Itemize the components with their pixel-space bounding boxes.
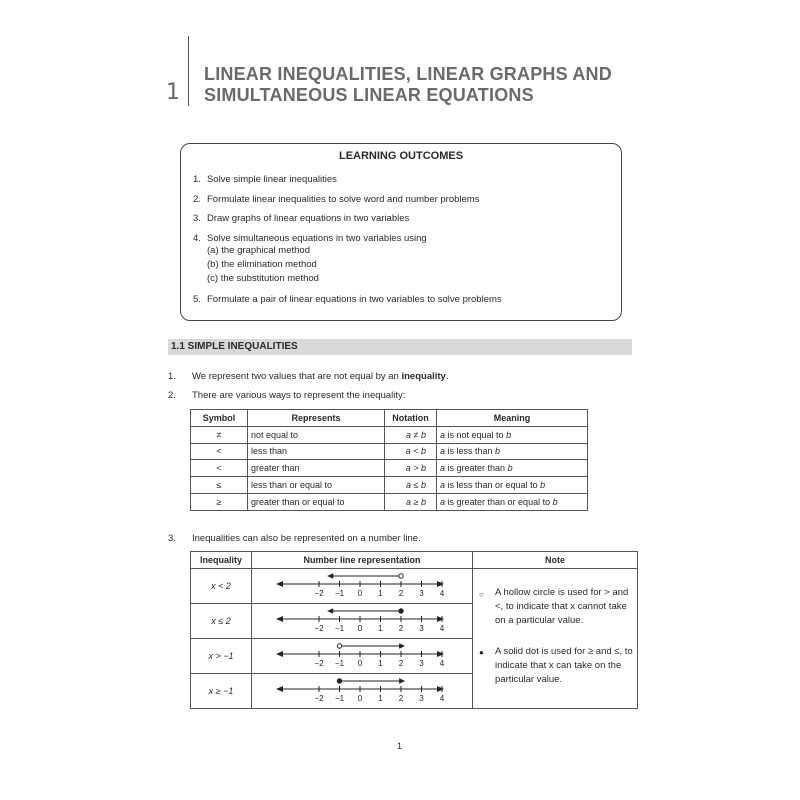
outcome-item: 4. Solve simultaneous equations in two variables using (a) the graphical method (b) the elimination method (c) the substitution method <box>193 233 613 286</box>
table-row: < greater than a > b a is greater than b <box>191 460 588 477</box>
number-line-table <box>190 551 638 709</box>
tick-label: −1 <box>334 659 345 668</box>
tick-label: −1 <box>334 589 345 598</box>
note-solid: A solid dot is used for ≥ and ≤, to indicate that x can take on the particular value. <box>495 646 633 685</box>
axis-arrow-left <box>276 616 283 622</box>
tick-label: 4 <box>439 589 445 598</box>
note-cell <box>473 569 638 709</box>
tick-label: 2 <box>398 694 404 703</box>
chapter-title-line1: LINEAR INEQUALITIES, LINEAR GRAPHS AND <box>204 64 612 84</box>
tick-label: 0 <box>357 694 363 703</box>
outcome-item: 1. Solve simple linear inequalities <box>193 174 337 185</box>
ray-arrowhead <box>327 573 333 579</box>
tick-label: 0 <box>357 624 363 633</box>
chapter-title-line2: SIMULTANEOUS LINEAR EQUATIONS <box>204 85 534 105</box>
ray-arrowhead <box>399 678 405 684</box>
inequality-cell: x > −1 <box>191 639 252 674</box>
tick-label: 3 <box>419 589 424 598</box>
section-heading-bar <box>168 339 632 355</box>
inequality-cell: x ≤ 2 <box>191 604 252 639</box>
header-inequality: Inequality <box>191 552 252 569</box>
tick-label: 1 <box>378 659 383 668</box>
header-note: Note <box>473 552 638 569</box>
table-row: ≥ greater than or equal to a ≥ b a is greater than or equal to b <box>191 493 588 510</box>
tick-label: −2 <box>314 589 324 598</box>
solid-endpoint <box>337 679 341 683</box>
table-row: ≠ not equal to a ≠ b a is not equal to b <box>191 426 588 443</box>
tick-label: 3 <box>419 694 424 703</box>
learning-outcomes-box <box>180 143 622 321</box>
section-title: 1.1 SIMPLE INEQUALITIES <box>171 341 298 352</box>
axis-arrow-left <box>276 651 283 657</box>
note-hollow: A hollow circle is used for > and <, to indicate that x cannot take on a particular value. <box>495 587 629 626</box>
outcome-subitem: (a) the graphical method <box>207 244 310 256</box>
tick-label: 1 <box>378 589 383 598</box>
table-row <box>191 569 638 604</box>
tick-label: 3 <box>419 659 424 668</box>
chapter-number: 1 <box>166 80 180 105</box>
outcome-subitem: (c) the substitution method <box>207 272 319 284</box>
tick-label: 4 <box>439 659 445 668</box>
chapter-title <box>204 64 612 106</box>
header-notation: Notation <box>385 410 437 427</box>
axis-arrow-right <box>437 686 444 692</box>
tick-label: 4 <box>439 624 445 633</box>
outcome-item: 3. Draw graphs of linear equations in two variables <box>193 213 410 225</box>
tick-label: 4 <box>439 694 445 703</box>
axis-arrow-right <box>437 581 444 587</box>
ray-arrowhead <box>327 608 333 614</box>
axis-arrow-right <box>437 616 444 622</box>
hollow-endpoint <box>399 574 403 578</box>
learning-outcomes-list <box>193 174 613 314</box>
axis-arrow-right <box>437 651 444 657</box>
solid-dot-icon: ● <box>479 648 484 657</box>
inequality-cell: x < 2 <box>191 569 252 604</box>
number-line-x-le-2 <box>252 604 466 636</box>
tick-label: −1 <box>334 694 345 703</box>
tick-label: −2 <box>314 694 324 703</box>
ray-arrowhead <box>399 643 405 649</box>
axis-arrow-left <box>276 686 283 692</box>
outcome-item: 2. Formulate linear inequalities to solve word and number problems <box>193 193 480 205</box>
header-represents: Represents <box>248 410 385 427</box>
tick-label: 2 <box>398 659 404 668</box>
learning-outcomes-heading: LEARNING OUTCOMES <box>338 150 464 162</box>
outcome-subitem: (b) the elimination method <box>207 258 317 270</box>
inequality-cell: x ≥ −1 <box>191 674 252 709</box>
number-line-x-lt-2 <box>252 569 466 601</box>
outcome-item: 5. Formulate a pair of linear equations in two variables to solve problems <box>193 294 502 306</box>
tick-label: 1 <box>378 624 383 633</box>
tick-label: 3 <box>419 624 424 633</box>
tick-label: −2 <box>314 624 324 633</box>
inequality-symbols-table <box>190 409 588 511</box>
tick-label: 0 <box>357 659 363 668</box>
tick-label: 2 <box>398 624 404 633</box>
number-line-x-gt-neg1 <box>252 639 466 671</box>
tick-label: 1 <box>378 694 383 703</box>
solid-endpoint <box>399 609 403 613</box>
header-number-line: Number line representation <box>252 552 473 569</box>
hollow-endpoint <box>337 644 341 648</box>
tick-label: −1 <box>334 624 345 633</box>
table-row: ≤ less than or equal to a ≤ b a is less than or equal to b <box>191 477 588 494</box>
axis-arrow-left <box>276 581 283 587</box>
tick-label: −2 <box>314 659 324 668</box>
tick-label: 0 <box>357 589 363 598</box>
tick-label: 2 <box>398 589 404 598</box>
hollow-circle-icon: ○ <box>479 590 484 599</box>
header-symbol: Symbol <box>191 410 248 427</box>
header-meaning: Meaning <box>437 410 588 427</box>
table-row: < less than a < b a is less than b <box>191 443 588 460</box>
number-line-x-ge-neg1 <box>252 674 466 706</box>
page-number: 1 <box>397 741 403 751</box>
chapter-divider <box>188 36 189 106</box>
